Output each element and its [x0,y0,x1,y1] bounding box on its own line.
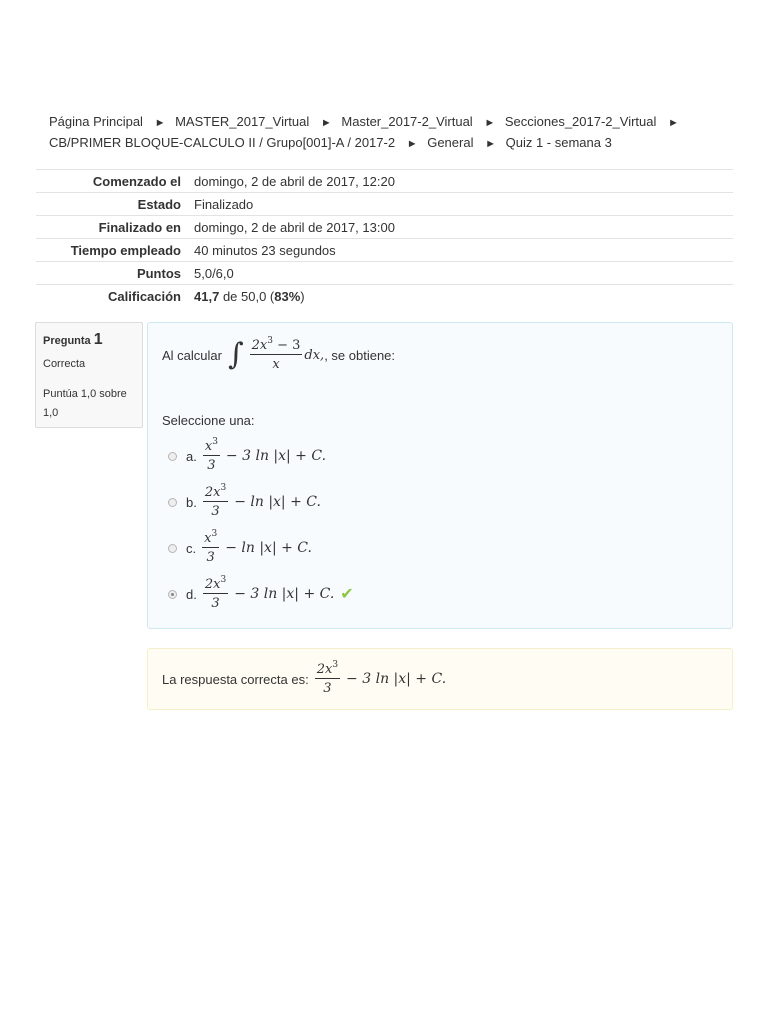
question-number [43,331,103,349]
integrand-fraction [250,338,303,372]
breadcrumb-sections-link[interactable]: Secciones_2017-2_Virtual [504,114,657,129]
answer-numerator [203,485,228,502]
answer-numerator [203,577,228,594]
table-row [36,170,733,193]
answer-option-b[interactable] [168,480,321,524]
answer-denominator: 3 [207,458,216,473]
summary-value: Finalizado [194,196,254,212]
correct-answer-feedback [147,648,733,710]
breadcrumb-course-link[interactable]: CB/PRIMER BLOQUE-CALCULO II / Grupo[001]-A / 2017-2 [49,135,396,150]
answer-num-base: x [204,439,213,454]
feedback-content [162,657,446,701]
question-content-box [147,322,733,629]
breadcrumb-general-link[interactable]: General [427,135,474,150]
answer-denominator: 3 [206,550,215,565]
select-one-label: Seleccione una: [162,413,255,428]
feedback-num-exp: 3 [332,660,339,670]
summary-value: domingo, 2 de abril de 2017, 12:20 [194,173,395,189]
breadcrumb-home-link[interactable]: Página Principal [49,114,143,129]
grade-of-text: de 50,0 ( [222,288,275,304]
question-prompt [162,333,395,377]
answer-denominator: 3 [211,596,220,611]
breadcrumb-separator-icon: ► [668,117,679,129]
feedback-text: La respuesta correcta es: [162,671,309,687]
answer-num-exp: 3 [212,437,218,447]
answer-letter: d. [186,586,197,602]
summary-value: 40 minutos 23 segundos [194,242,336,258]
feedback-num-base: 2x [316,662,333,677]
integrand-num-rest: − 3 [272,338,301,353]
answer-num-exp: 3 [220,483,227,493]
question-state: Correcta [43,358,86,370]
question-number-value: 1 [93,331,103,348]
summary-label: Puntos [136,265,181,281]
answer-fraction [203,439,220,473]
prompt-before-text: Al calcular [162,347,222,363]
answer-num-base: x [204,531,212,546]
breadcrumb-separator-icon: ► [485,138,496,150]
radio-button-b[interactable] [168,498,177,507]
summary-value: 5,0/6,0 [194,265,234,281]
answer-tail: − 3 ln |x| + C. [234,586,335,602]
radio-button-c[interactable] [168,544,177,553]
answer-letter: b. [186,494,197,510]
integrand-denominator: x [272,357,280,372]
grade-percent: 83% [274,288,301,304]
integrand-num-exp: 3 [267,336,273,346]
table-row [36,216,733,239]
answer-num-exp: 3 [220,575,227,585]
table-row [36,285,733,308]
feedback-tail: − 3 ln |x| + C. [346,671,447,687]
radio-button-d[interactable] [168,590,177,599]
answer-letter: a. [186,448,197,464]
grade-label: Calificación [108,288,181,304]
feedback-fraction [315,662,340,696]
breadcrumb-separator-icon: ► [154,117,166,129]
breadcrumb-separator-icon: ► [406,138,418,150]
prompt-after-text: , se obtiene: [324,347,396,363]
answer-fraction [203,485,228,519]
grade-score: 41,7 [194,288,220,304]
answer-num-exp: 3 [211,529,218,539]
feedback-numerator [315,662,340,679]
summary-label: Comenzado el [92,173,181,189]
answer-fraction [203,577,228,611]
feedback-denominator: 3 [323,681,332,696]
integrand-numerator [250,338,303,355]
question-info-box [35,322,143,428]
table-row [36,239,733,262]
answer-fraction [202,531,219,565]
attempt-summary-table [36,169,733,307]
summary-label: Finalizado en [98,219,181,235]
grade-close: ) [300,288,305,304]
answer-denominator: 3 [211,504,220,519]
table-row [36,193,733,216]
answer-tail: − ln |x| + C. [234,494,321,510]
answer-numerator [202,531,219,548]
breadcrumb-separator-icon: ► [320,117,332,129]
question-grade: Puntúa 1,0 sobre 1,0 [43,388,127,419]
answer-tail: − ln |x| + C. [225,540,312,556]
summary-label: Estado [137,196,181,212]
grade-value [187,285,733,308]
breadcrumb-separator-icon: ► [484,117,496,129]
answer-num-base: 2x [204,485,221,500]
integrand-num-base: 2x [251,338,268,353]
summary-label: Tiempo empleado [70,242,181,258]
answer-option-d[interactable] [168,572,354,616]
breadcrumb-quiz-link[interactable]: Quiz 1 - semana 3 [505,135,612,150]
breadcrumb-master-2-link[interactable]: Master_2017-2_Virtual [341,114,473,129]
answer-num-base: 2x [204,577,221,592]
integrand-dx: dx, [304,347,325,363]
answer-numerator [203,439,220,456]
answer-letter: c. [186,540,197,556]
checkmark-icon: ✔ [340,586,354,603]
summary-value: domingo, 2 de abril de 2017, 13:00 [194,219,395,235]
radio-button-a[interactable] [168,452,177,461]
table-row [36,262,733,285]
answer-tail: − 3 ln |x| + C. [225,448,327,464]
integral-symbol: ∫ [227,337,244,372]
question-word: Pregunta [43,335,91,347]
breadcrumb-master-link[interactable]: MASTER_2017_Virtual [175,114,310,129]
breadcrumb [49,112,729,154]
answer-option-a[interactable] [168,434,326,478]
answer-option-c[interactable] [168,526,312,570]
